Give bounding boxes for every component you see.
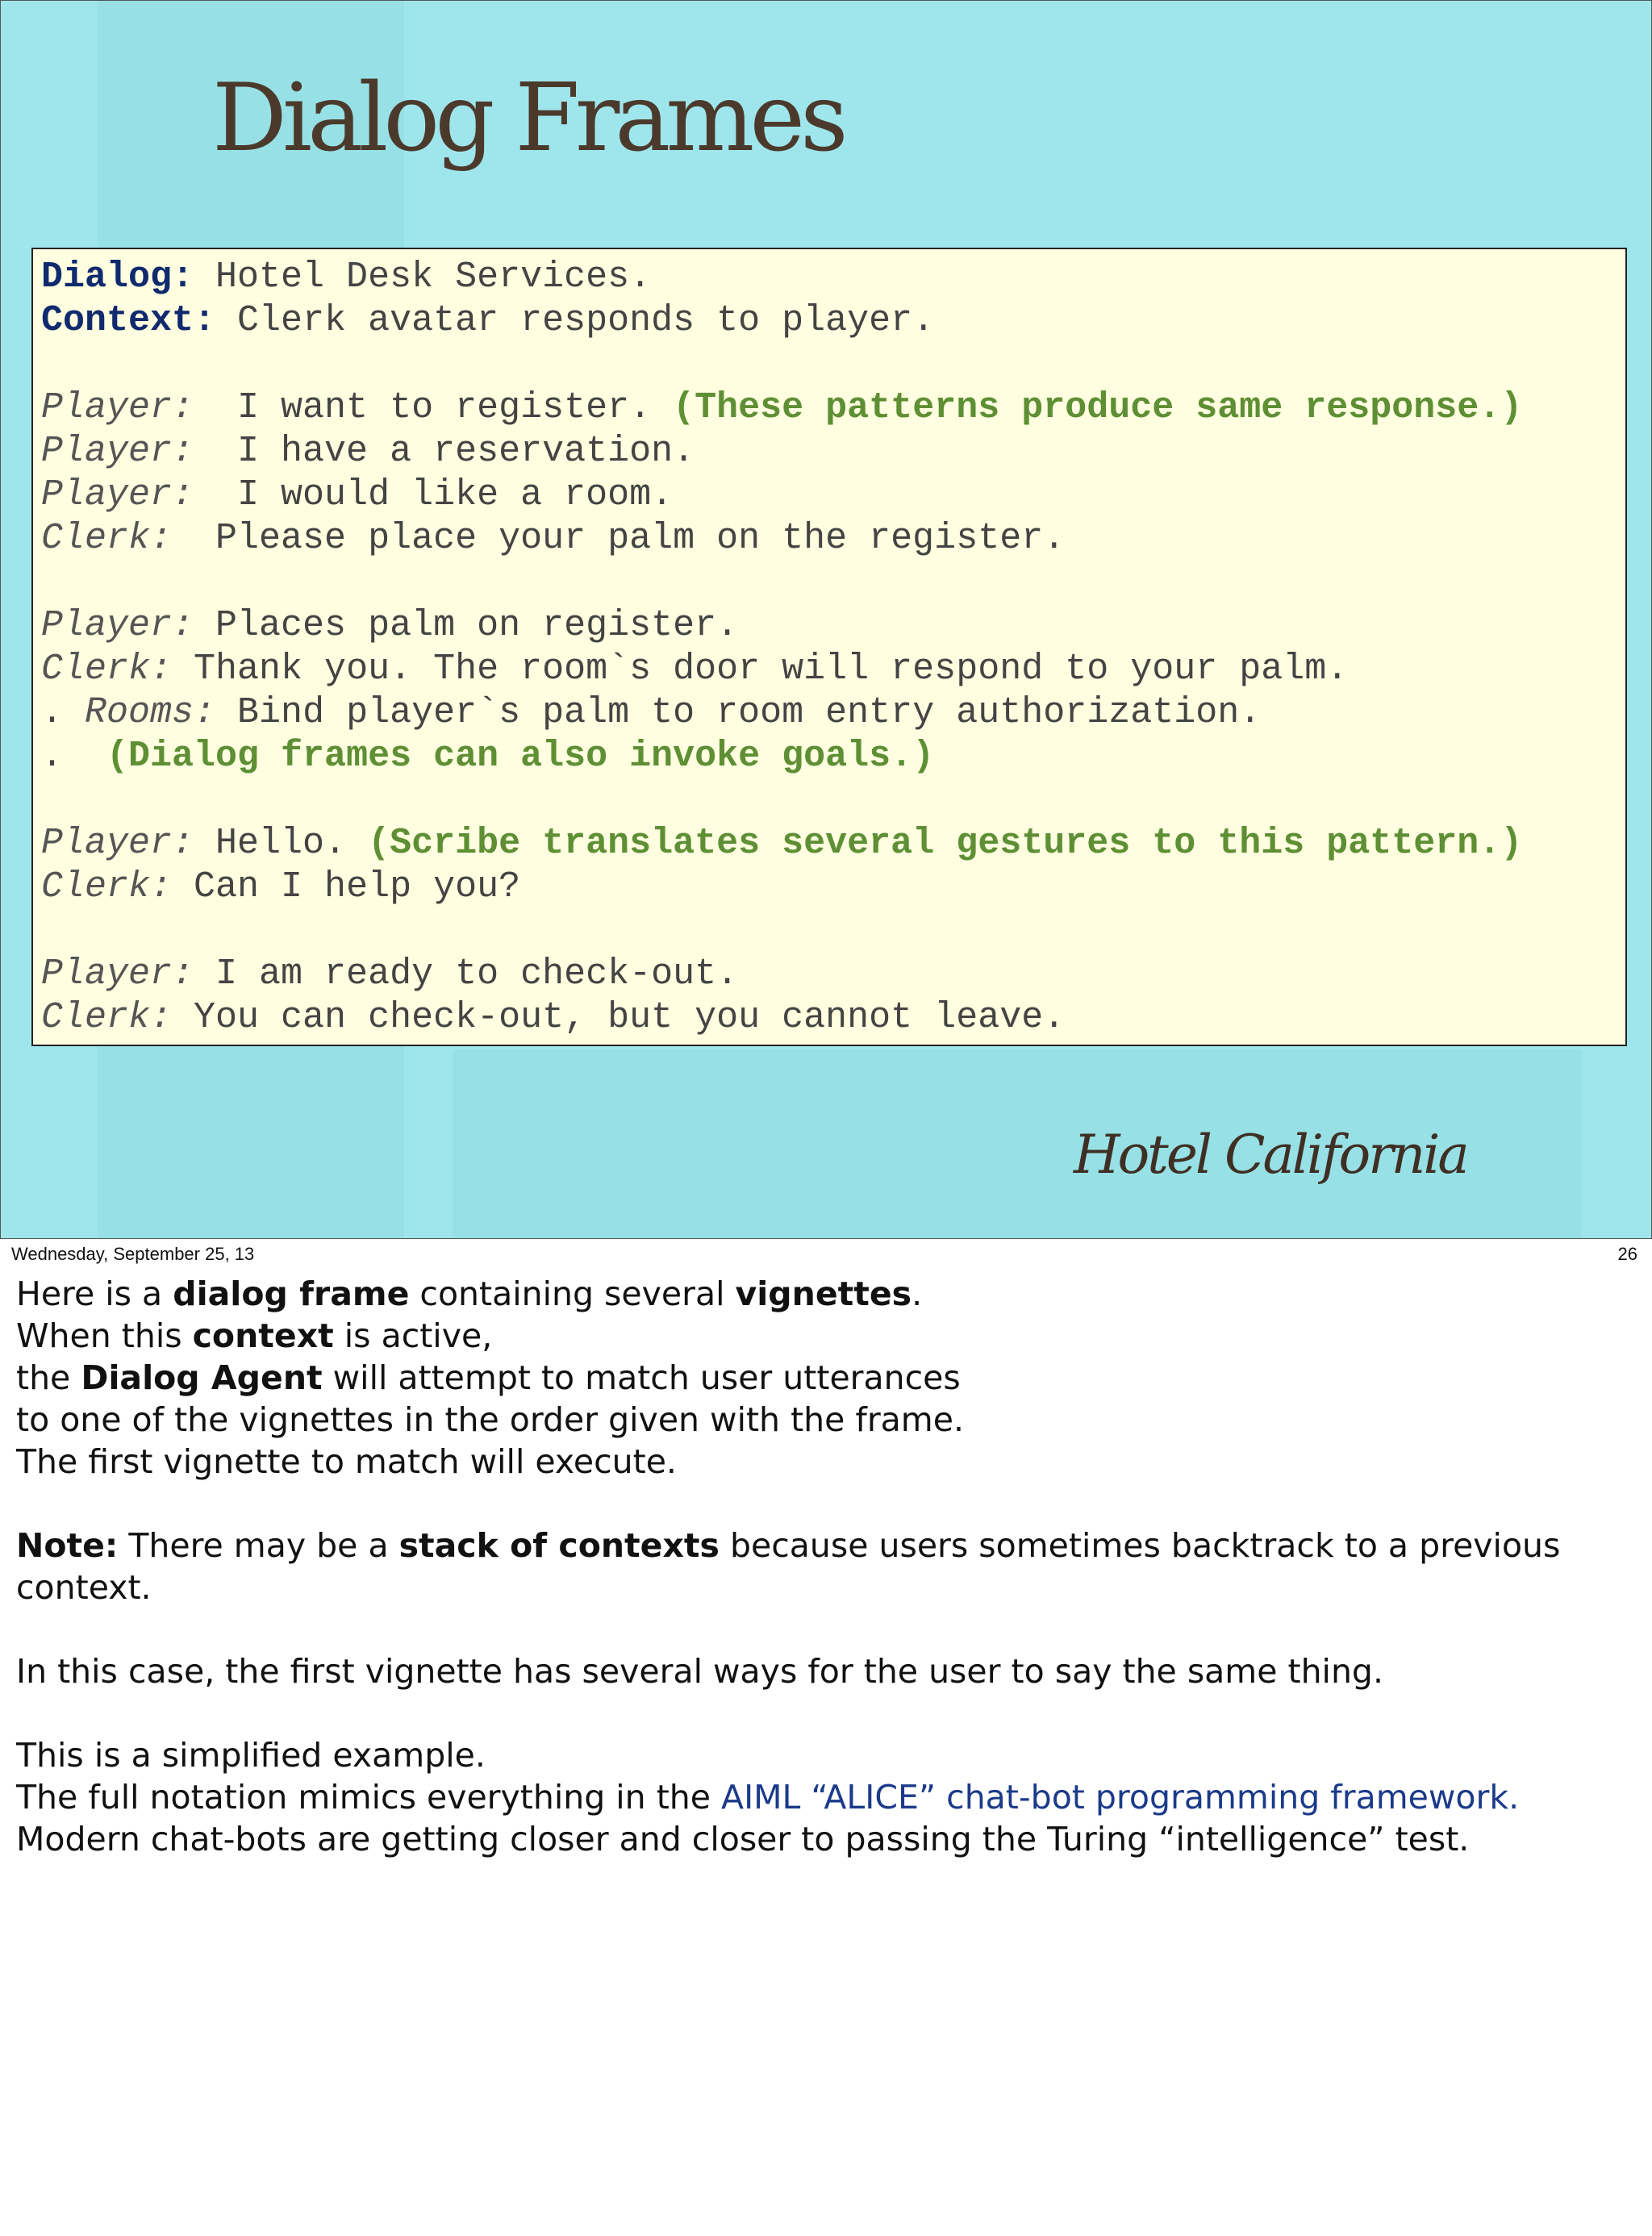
slide-date: Wednesday, September 25, 13 [11,1244,255,1264]
utterance: I would like a room. [194,474,674,515]
notes-paragraph [16,1273,1629,1315]
speaker-label: Player: [41,474,194,515]
speaker-label: Player: [41,387,194,428]
vignette-line [41,430,1625,473]
dialog-value: Hotel Desk Services. [194,257,652,298]
notes-text: When this [16,1316,193,1355]
dialog-label: Dialog: [41,257,194,298]
notes-bold-text: dialog frame [173,1274,410,1313]
notes-text: Here is a [16,1274,173,1313]
vignette-line [41,691,1625,735]
blank-line [41,909,1625,953]
slide-title: Dialog Frames [212,64,844,173]
vignette-line [41,517,1625,561]
utterance: Thank you. The room`s door will respond to your palm. [172,649,1349,690]
utterance: Bind player`s palm to room entry authorization. [215,692,1262,733]
utterance: I am ready to check-out. [194,953,739,995]
vignette-line [41,648,1625,691]
notes-spacer [16,1483,1629,1525]
context-value: Clerk avatar responds to player. [215,300,935,341]
utterance: Places palm on register. [194,605,739,646]
vignette-line [41,473,1625,517]
notes-paragraph: This is a simplified example. [16,1736,486,1775]
speaker-notes [16,1273,1629,1860]
aiml-link[interactable]: AIML “ALICE” chat-bot programming framework. [721,1778,1520,1817]
speaker-label: Player: [41,823,194,864]
notes-paragraph: The first vignette to match will execute. [16,1442,677,1481]
speaker-label: Player: [41,605,194,646]
notes-text: containing several [409,1274,736,1313]
blank-line [41,343,1625,386]
notes-paragraph: Modern chat-bots are getting closer and closer to passing the Turing “intelligence” test. [16,1820,1470,1858]
utterance: Please place your palm on the register. [172,518,1066,559]
notes-text: will attempt to match user utterances [322,1358,961,1397]
utterance: I have a reservation. [194,431,695,472]
notes-spacer [16,1692,1629,1734]
vignette-line [41,604,1625,648]
dialog-line [41,256,1625,299]
notes-text: because users sometimes backtrack to a previous [719,1526,1561,1565]
vignette-line [41,735,1625,778]
vignette-line [41,386,1625,430]
speaker-label: Player: [41,431,194,472]
notes-text: the [16,1358,81,1397]
notes-paragraph [16,1776,1629,1818]
vignette-line [41,866,1625,909]
notes-bold-text: stack of contexts [398,1526,720,1565]
notes-paragraph [16,1357,1629,1399]
context-line [41,299,1625,343]
notes-paragraph: context. [16,1568,152,1607]
notes-paragraph [16,1525,1629,1566]
notes-paragraph [16,1315,1629,1357]
hotel-california-logo: Hotel California [1074,1124,1467,1186]
notes-bold-text: Dialog Agent [81,1358,323,1397]
page-number: 26 [1617,1244,1637,1264]
utterance: You can check-out, but you cannot leave. [172,997,1066,1038]
speaker-label: Clerk: [41,997,173,1038]
utterance: Can I help you? [172,866,521,907]
notes-spacer [16,1608,1629,1650]
notes-text: is active, [333,1316,493,1355]
utterance: I want to register. [194,387,674,428]
notes-text: . [912,1274,923,1313]
notes-bold-text: Note: [16,1526,119,1565]
speaker-label: Rooms: [85,692,216,733]
annotation: (Dialog frames can also invoke goals.) [106,736,935,777]
speaker-label: Clerk: [41,649,173,690]
notes-bold-text: context [192,1316,334,1355]
notes-text: There may be a [118,1526,399,1565]
vignette-line [41,996,1625,1040]
vignette-line [41,822,1625,866]
blank-line [41,778,1625,822]
speaker-label: Clerk: [41,518,173,559]
blank-line [41,561,1625,604]
vignette-line [41,953,1625,996]
notes-bold-text: vignettes [735,1274,912,1313]
annotation: (Scribe translates several gestures to this pattern.) [368,823,1523,864]
line-prefix: . [41,736,107,777]
speaker-label: Player: [41,953,194,995]
notes-paragraph: In this case, the first vignette has several ways for the user to say the same thing. [16,1652,1383,1691]
line-prefix: . [41,692,86,733]
notes-text: The full notation mimics everything in the [16,1778,722,1817]
notes-paragraph: to one of the vignettes in the order given with the frame. [16,1400,965,1439]
annotation: (These patterns produce same response.) [673,387,1523,428]
context-label: Context: [41,300,216,341]
utterance: Hello. [194,823,369,864]
dialog-frame-box [31,248,1627,1046]
speaker-label: Clerk: [41,866,173,907]
